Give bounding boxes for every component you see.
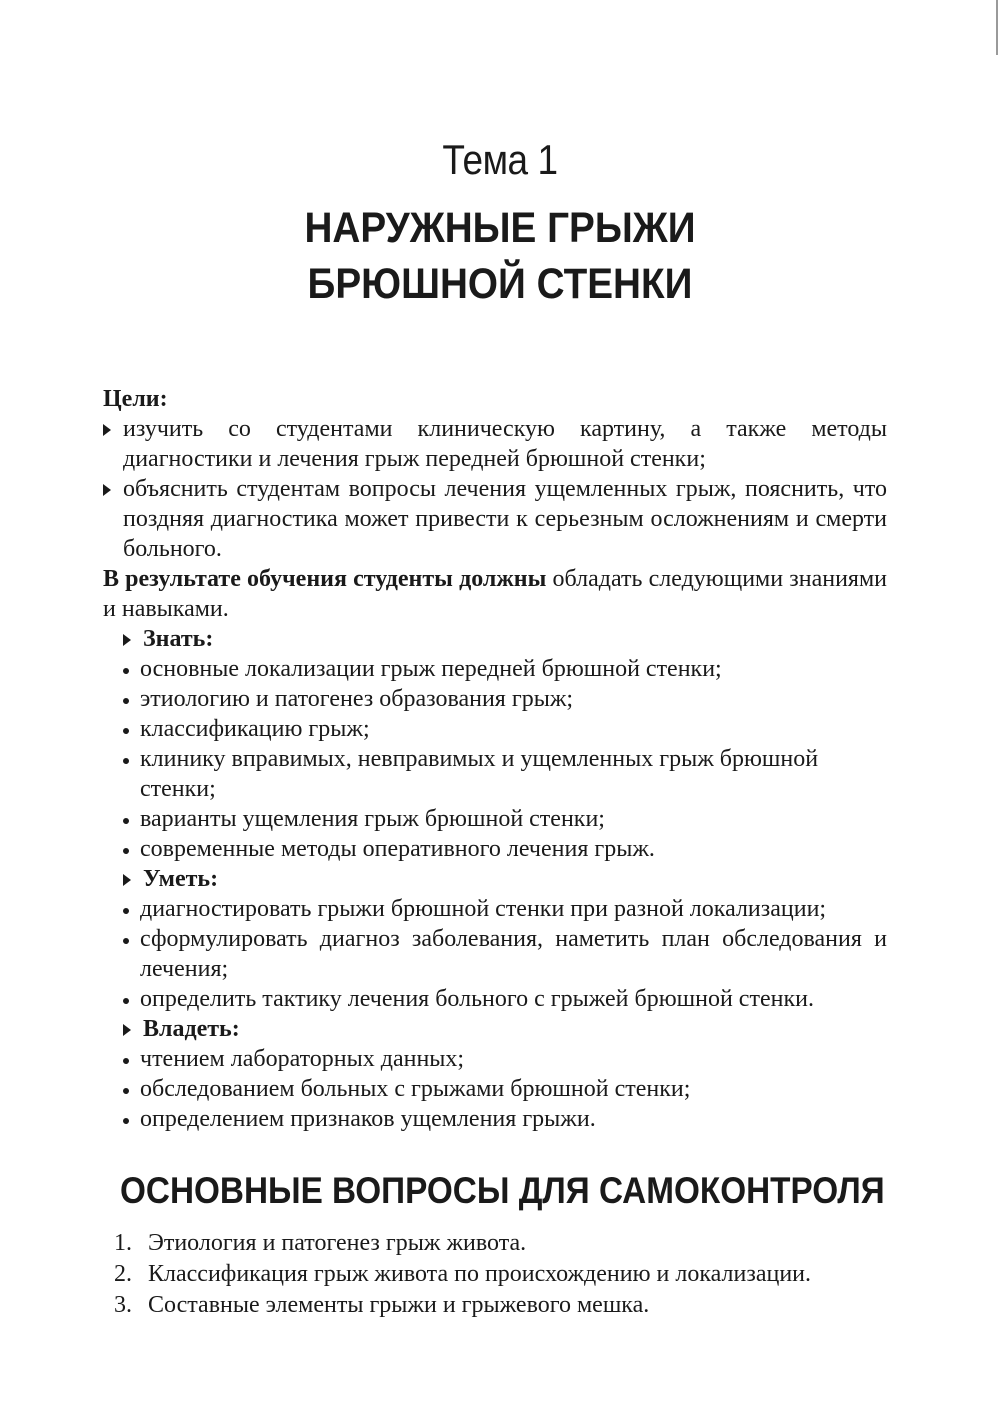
master-item: чтением лабораторных данных; [103, 1044, 887, 1074]
bullet-dot-icon [123, 698, 129, 704]
page-edge-line [996, 0, 998, 55]
question-number: 1. [114, 1230, 132, 1256]
bullet-dot-icon [123, 1088, 129, 1094]
outcome-rest: обладать следующими знаниями и навыками. [103, 566, 887, 622]
can-item: определить тактику лечения больного с грыжей брюшной стенки. [103, 984, 887, 1014]
master-item: обследованием больных с грыжами брюшной стенки; [103, 1074, 887, 1104]
question-text: Составные элементы грыжи и грыжевого мешка. [148, 1292, 650, 1318]
master-heading: Владеть: [143, 1016, 240, 1042]
know-item: варианты ущемления грыж брюшной стенки; [103, 804, 887, 834]
bullet-dot-icon [123, 668, 129, 674]
question-item [114, 1228, 811, 1259]
can-item: сформулировать диагноз заболевания, наметить план обследования и лечения; [103, 924, 887, 984]
bullet-dot-icon [123, 1118, 129, 1124]
bullet-dot-icon [123, 728, 129, 734]
know-heading: Знать: [143, 626, 214, 652]
outcome-paragraph [103, 564, 887, 624]
bullet-dot-icon [123, 758, 129, 764]
triangle-bullet-icon [103, 424, 111, 436]
triangle-bullet-icon [103, 484, 111, 496]
question-text: Классификация грыж живота по происхождению и локализации. [148, 1261, 811, 1287]
question-item [114, 1290, 811, 1321]
bullet-dot-icon [123, 818, 129, 824]
document-body [103, 384, 887, 1134]
title-line-2: БРЮШНОЙ СТЕНКИ [307, 260, 693, 308]
triangle-bullet-icon [123, 874, 131, 886]
questions-heading: ОСНОВНЫЕ ВОПРОСЫ ДЛЯ САМОКОНТРОЛЯ [120, 1170, 885, 1211]
know-item: современные методы оперативного лечения грыж. [103, 834, 887, 864]
bullet-dot-icon [123, 1058, 129, 1064]
can-heading-row [103, 864, 887, 894]
questions-list [114, 1228, 811, 1321]
know-item: этиологию и патогенез образования грыж; [103, 684, 887, 714]
bullet-dot-icon [123, 908, 129, 914]
bullet-dot-icon [123, 848, 129, 854]
triangle-bullet-icon [123, 1024, 131, 1036]
outcome-bold: В результате обучения студенты должны [103, 566, 547, 592]
question-number: 3. [114, 1292, 132, 1318]
know-item: основные локализации грыж передней брюшной стенки; [103, 654, 887, 684]
can-item: диагностировать грыжи брюшной стенки при разной локализации; [103, 894, 887, 924]
know-item: клинику вправимых, невправимых и ущемленных грыж брюшной стенки; [103, 744, 887, 804]
question-text: Этиология и патогенез грыж живота. [148, 1230, 527, 1256]
goals-heading: Цели: [103, 386, 168, 412]
goal-item: изучить со студентами клиническую картину, а также методы диагностики и лечения грыж передней брюшной стенки; [103, 414, 887, 474]
goal-item: объяснить студентам вопросы лечения ущемленных грыж, пояснить, что поздняя диагностика может привести к серьезным осложнениям и смерти больного. [103, 474, 887, 564]
can-heading: Уметь: [143, 866, 219, 892]
know-item: классификацию грыж; [103, 714, 887, 744]
bullet-dot-icon [123, 998, 129, 1004]
triangle-bullet-icon [123, 634, 131, 646]
topic-label: Тема 1 [442, 136, 558, 183]
question-number: 2. [114, 1261, 132, 1287]
page-title [50, 200, 950, 312]
know-heading-row [103, 624, 887, 654]
question-item [114, 1259, 811, 1290]
title-line-1: НАРУЖНЫЕ ГРЫЖИ [304, 204, 696, 252]
bullet-dot-icon [123, 938, 129, 944]
master-heading-row [103, 1014, 887, 1044]
master-item: определением признаков ущемления грыжи. [103, 1104, 887, 1134]
